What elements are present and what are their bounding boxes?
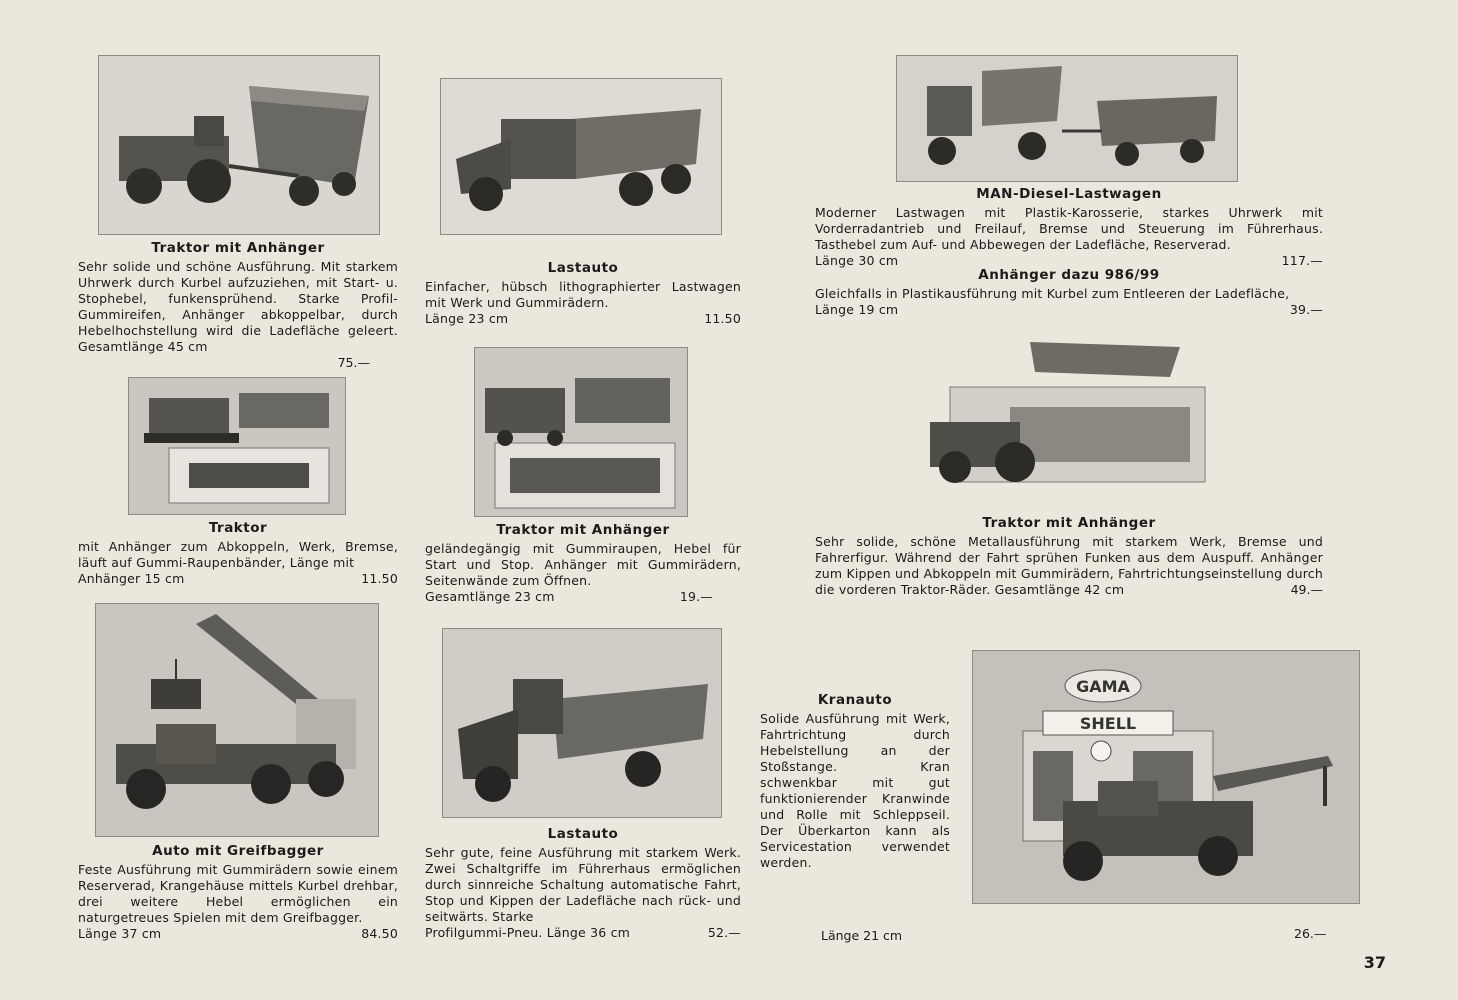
traktor-illustration — [129, 378, 345, 514]
sub-item-title: Anhänger dazu 986/99 — [978, 267, 1160, 283]
man-diesel-photo — [896, 55, 1238, 182]
item-tractor-trailer-1 — [78, 240, 398, 371]
item-lastauto-2 — [425, 826, 741, 941]
greifbagger-photo — [95, 603, 379, 837]
kranauto-photo — [972, 650, 1360, 904]
item-tractor-trailer-2 — [425, 522, 741, 605]
item-price: 84.50 — [361, 926, 398, 941]
tractor-trailer-illustration — [99, 56, 379, 234]
truck-illustration — [441, 79, 721, 234]
item-length: Länge 30 cm — [815, 253, 899, 268]
item-title: Lastauto — [547, 826, 619, 842]
sub-item-price-row — [815, 302, 1323, 318]
item-price: 52.— — [707, 925, 741, 940]
item-price-row — [425, 589, 741, 605]
item-length: Länge 23 cm — [425, 311, 509, 326]
lastauto-photo — [440, 78, 722, 235]
tractor-trailer-box-illustration — [475, 348, 687, 516]
item-man-diesel — [815, 186, 1323, 318]
item-description: Sehr solide, schöne Metallausführung mit starkem Werk, Bremse und Fahrerfigur. Während der Fahrt sprühen Funken aus dem Auspuff. Anhänger zum Kippen und Abkoppeln mit Gummirädern, Fahrtrichtungseinstellung durch die vorderen Traktor-Räder. Gesamtlänge 42 cm — [815, 534, 1323, 597]
item-description: geländegängig mit Gummiraupen, Hebel für Start und Stop. Anhänger mit Gummirädern, Seitenwände zum Öffnen. — [425, 541, 741, 588]
item-tractor-trailer-3 — [815, 515, 1323, 598]
tractor-trailer-metal-photo — [920, 337, 1210, 497]
item-price: 11.50 — [361, 571, 398, 586]
item-title: Traktor mit Anhänger — [151, 240, 325, 256]
item-price: 49.— — [1290, 582, 1323, 597]
station-sign-text: SHELL — [1079, 714, 1137, 733]
item-title: Traktor — [208, 520, 268, 536]
brand-sign-text: GAMA — [1076, 677, 1130, 696]
item-kranauto — [760, 692, 950, 871]
item-price: 11.50 — [704, 311, 741, 326]
item-description: mit Anhänger zum Abkoppeln, Werk, Bremse, läuft auf Gummi-Raupenbänder, Länge mit — [78, 539, 398, 570]
item-description: Sehr gute, feine Ausführung mit starkem Werk. Zwei Schaltgriffe im Führerhaus ermöglichen durch sinnreiche Schaltung automatische Fahrt, Stop und Kippen der Ladefläche nach rück- und seitwärts. Starke — [425, 845, 741, 924]
item-price: 19.— — [679, 589, 713, 604]
item-length: Länge 37 cm — [78, 926, 162, 941]
item-title: Traktor mit Anhänger — [982, 515, 1156, 531]
item-greifbagger — [78, 843, 398, 942]
lastauto-2-photo — [442, 628, 722, 818]
item-price: 75.— — [337, 355, 370, 370]
item-title: Lastauto — [547, 260, 619, 276]
item-title: MAN-Diesel-Lastwagen — [976, 186, 1162, 202]
item-lastauto-1 — [425, 260, 741, 327]
item-price-row — [425, 311, 741, 327]
item-description: Feste Ausführung mit Gummirädern sowie einem Reserverad, Krangehäuse mittels Kurbel drehbar, drei weitere Hebel ermöglichen ein naturgetreues Spielen mit dem Greifbagger. — [78, 862, 398, 925]
item-length: Profilgummi-Pneu. Länge 36 cm — [425, 925, 631, 940]
traktor-photo — [128, 377, 346, 515]
item-title: Auto mit Greifbagger — [152, 843, 324, 859]
item-description: Moderner Lastwagen mit Plastik-Karosserie, starkes Uhrwerk mit Vorderradantrieb und Freilauf, Bremse und Steuerung im Führerhaus. Tasthebel zum Auf- und Abbewegen der Ladefläche, Reserverad. — [815, 205, 1323, 252]
item-price-row — [425, 925, 741, 941]
sub-item-description: Gleichfalls in Plastikausführung mit Kurbel zum Entleeren der Ladefläche, — [815, 286, 1290, 301]
crane-truck-illustration — [96, 604, 378, 836]
page-number: 37 — [1363, 953, 1386, 972]
kranauto-length: Länge 21 cm — [821, 928, 903, 943]
item-title: Traktor mit Anhänger — [496, 522, 670, 538]
tractor-trailer-metal-illustration — [920, 337, 1210, 497]
kranauto-price: 26.— — [1294, 926, 1327, 941]
flatbed-truck-illustration — [443, 629, 721, 817]
tractor-trailer-photo — [98, 55, 380, 235]
sub-item-length: Länge 19 cm — [815, 302, 899, 317]
item-title: Kranauto — [817, 692, 893, 708]
service-station-crane-illustration — [973, 651, 1359, 903]
item-description: Sehr solide und schöne Ausführung. Mit starkem Uhrwerk durch Kurbel aufzuziehen, mit Start- u. Stophebel, funkensprühend. Starke Profil-Gummireifen, Anhänger abkoppelbar, durch Hebelhochstellung wird die Ladefläche geleert. Gesamtlänge 45 cm — [78, 259, 398, 354]
sub-item-price: 39.— — [1289, 302, 1323, 317]
item-description: Einfacher, hübsch lithographierter Lastwagen mit Werk und Gummirädern. — [425, 279, 741, 310]
item-price-row — [78, 926, 398, 942]
item-length: Gesamtlänge 23 cm — [425, 589, 555, 604]
tractor-trailer-box-photo — [474, 347, 688, 517]
item-description: Solide Ausführung mit Werk, Fahrtrichtung durch Hebelstellung an der Stoßstange. Kran schwenkbar mit gut funktionierender Kranwinde und Rolle mit Schleppseil. Der Überkarton kann als Servicestation verwendet werden. — [760, 711, 950, 870]
item-price-row — [78, 571, 398, 587]
item-length: Anhänger 15 cm — [78, 571, 185, 586]
item-price: 117.— — [1281, 253, 1323, 268]
item-traktor — [78, 520, 398, 587]
man-diesel-illustration — [897, 56, 1237, 181]
